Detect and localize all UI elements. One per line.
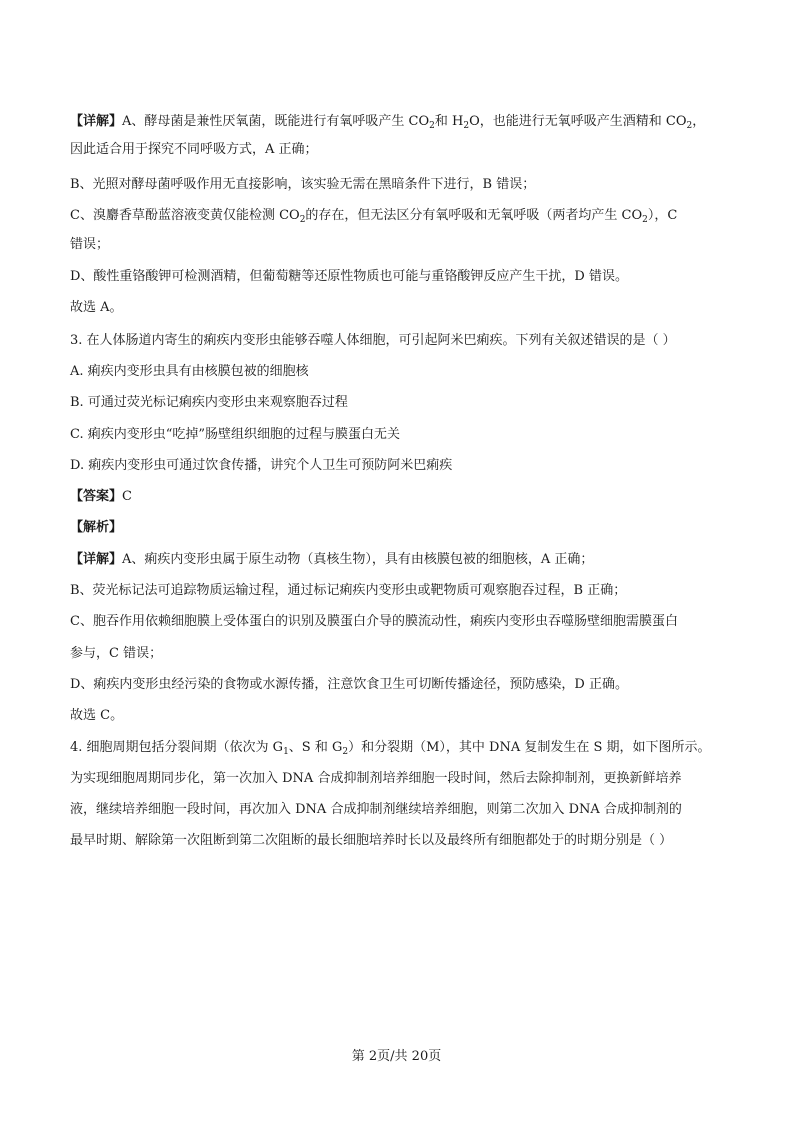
choice-line: 故选 A。 [70,300,123,315]
subscript: 1 [283,747,289,757]
explain-tag: 【详解】 [70,114,123,129]
q4-line-3: 液，继续培养细胞一段时间，再次加入 DNA 合成抑制剂继续培养细胞，则第二次加入 DNA 合成抑制剂的 [70,802,682,817]
text-span: C、溴麝香草酚蓝溶液变黄仅能检测 CO [70,208,300,223]
text-span: 、S 和 G [288,740,343,755]
q3-option-c: C. 痢疾内变形虫“吃掉”肠壁组织细胞的过程与膜蛋白无关 [70,427,401,442]
q3-option-a: A. 痢疾内变形虫具有由核膜包被的细胞核 [70,364,309,379]
q3-choice: 故选 C。 [70,708,124,723]
q3-explain-a [70,550,753,570]
explain-d-line: D、酸性重铬酸钾可检测酒精，但葡萄糖等还原性物质也可能与重铬酸钾反应产生干扰，D 错误。 [70,269,628,284]
answer-tag: 【答案】 [70,489,123,504]
text-span: A、痢疾内变形虫属于原生动物（真核生物），具有由核膜包被的细胞核，A 正确； [122,552,594,567]
answer-value: C [122,489,132,504]
text-span: 的存在，但无法区分有氧呼吸和无氧呼吸（两者均产生 CO [305,208,643,223]
text-span: ）和分裂期（M），其中 DNA 复制发生在 S 期，如下图所示。 [348,740,711,755]
explain-c-line [70,206,753,226]
text-span: O，也能进行无氧呼吸产生酒精和 CO [469,114,687,129]
subscript: 2 [463,121,470,131]
q3-explain-b: B、荧光标记法可追踪物质运输过程，通过标记痢疾内变形虫或靶物质可观察胞吞过程，B 正确； [70,583,627,598]
text-span: 和 H [434,114,464,129]
page-footer: 第 2页/共 20页 [351,1049,442,1064]
q4-line-4: 最早时期、解除第一次阻断到第二次阻断的最长细胞培养时长以及最终所有细胞都处于的时期分别是（ ） [70,833,673,848]
text-span: A、酵母菌是兼性厌氧菌，既能进行有氧呼吸产生 CO [122,114,430,129]
text-span: ， [692,114,706,129]
q3-answer-line [70,487,753,507]
subscript: 2 [686,121,693,131]
text-span: ），C [647,208,678,223]
subscript: 2 [299,215,306,225]
explain-c-cont: 错误； [70,237,110,252]
analysis-tag: 【解析】 [70,520,123,535]
explain-b-line: B、光照对酵母菌呼吸作用无直接影响，该实验无需在黑暗条件下进行，B 错误； [70,177,536,192]
subscript: 2 [642,215,648,225]
explain-a-line [70,112,753,132]
q3-explain-c1: C、胞吞作用依赖细胞膜上受体蛋白的识别及膜蛋白介导的膜流动性，痢疾内变形虫吞噬肠壁细胞需膜蛋白 [70,614,678,629]
explain-tag: 【详解】 [70,552,123,567]
q4-line-2: 为实现细胞周期同步化，第一次加入 DNA 合成抑制剂培养细胞一段时间，然后去除抑制剂，更换新鲜培养 [70,771,682,786]
q3-explain-d: D、痢疾内变形虫经污染的食物或水源传播，注意饮食卫生可切断传播途径，预防感染，D 正确。 [70,677,628,692]
q3-option-d: D. 痢疾内变形虫可通过饮食传播，讲究个人卫生可预防阿米巴痢疾 [70,458,453,473]
explain-a-cont: 因此适合用于探究不同呼吸方式，A 正确； [70,142,318,157]
q3-stem: 3. 在人体肠道内寄生的痢疾内变形虫能够吞噬人体细胞，可引起阿米巴痢疾。下列有关叙述错误的是（ ） [70,333,676,348]
subscript: 2 [342,747,349,757]
q3-explain-c2: 参与，C 错误； [70,646,163,661]
q3-option-b: B. 可通过荧光标记痢疾内变形虫来观察胞吞过程 [70,395,348,410]
text-span: 4. 细胞周期包括分裂间期（依次为 G [70,740,284,755]
q4-line-1 [70,738,753,758]
subscript: 2 [429,121,435,131]
